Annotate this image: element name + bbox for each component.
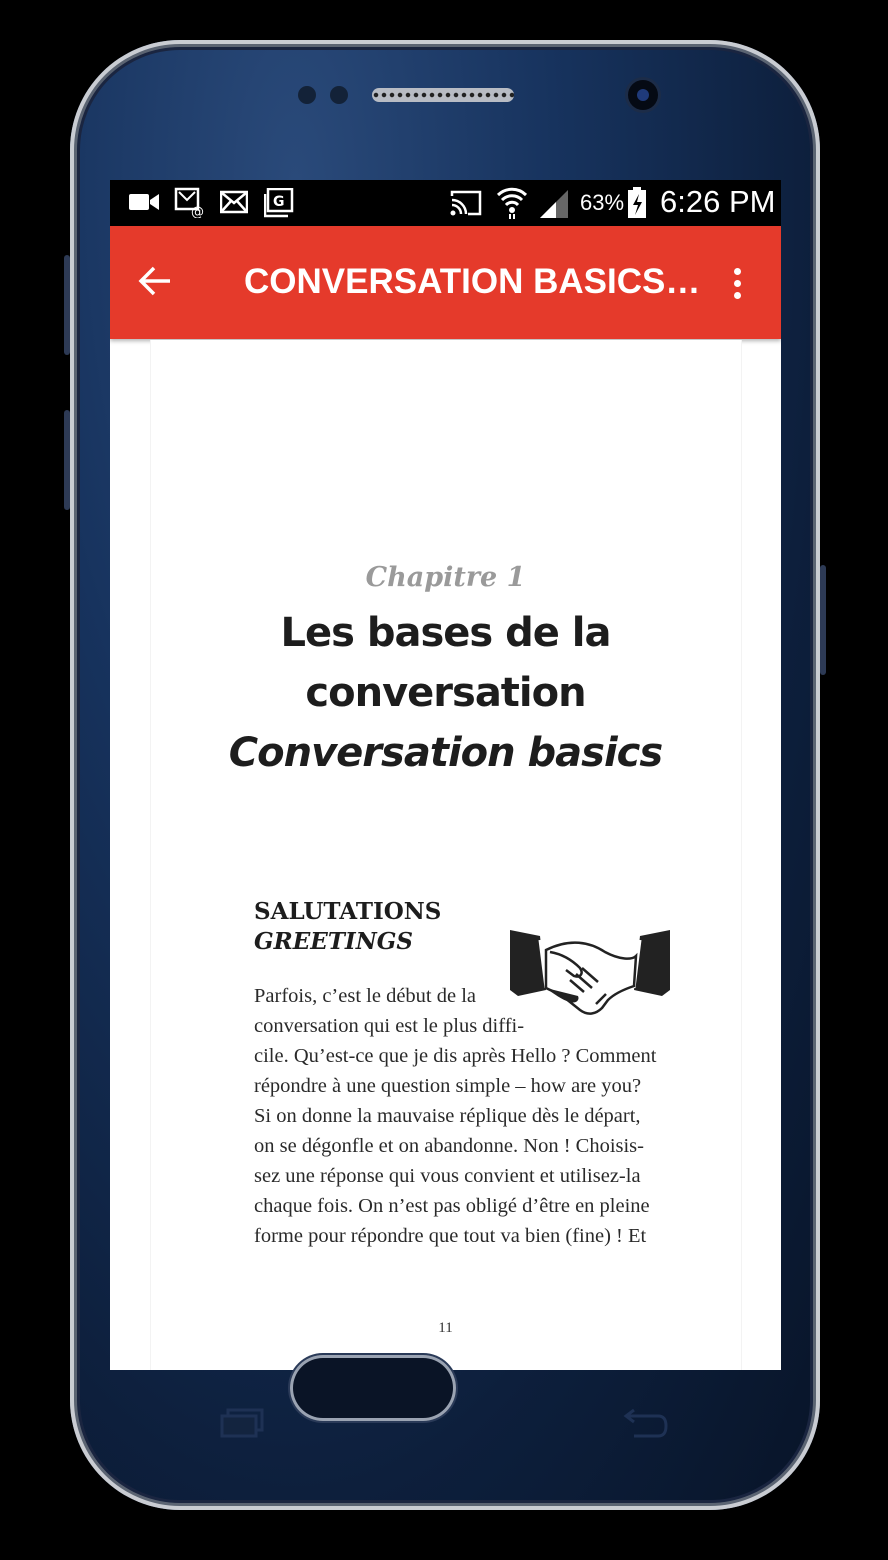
section-subtitle: GREETINGS: [254, 928, 413, 955]
body-line: chaque fois. On n’est pas obligé d’être en pleine: [254, 1195, 650, 1217]
voicemail-icon: [174, 186, 206, 218]
more-options-icon[interactable]: [722, 256, 752, 308]
cast-icon: [450, 190, 482, 216]
page-title: CONVERSATION BASICS…: [244, 262, 701, 301]
screen: [110, 180, 781, 1370]
chapter-label: Chapitre 1: [365, 562, 526, 593]
signal-icon: [538, 186, 570, 220]
body-line: cile. Qu’est-ce que je dis après Hello ? Comment: [254, 1045, 657, 1067]
back-arrow-icon[interactable]: [134, 256, 178, 306]
video-icon: [128, 190, 160, 214]
clock: 6:26 PM: [660, 184, 776, 219]
power-button: [820, 565, 826, 675]
svg-text:@: @: [191, 205, 204, 218]
home-button[interactable]: [290, 1355, 456, 1421]
svg-text:G: G: [273, 194, 285, 210]
body-line: sez une réponse qui vous convient et utilisez-la: [254, 1165, 641, 1187]
body-line: Parfois, c’est le début de la: [254, 985, 477, 1007]
proximity-sensor: [298, 86, 316, 104]
front-camera: [628, 80, 658, 110]
page-number: 11: [438, 1320, 453, 1336]
light-sensor: [330, 86, 348, 104]
recent-apps-icon[interactable]: [220, 1408, 266, 1438]
wifi-icon: [496, 184, 528, 220]
back-key-icon[interactable]: [622, 1408, 668, 1440]
body-line: forme pour répondre que tout va bien (fine) ! Et: [254, 1225, 647, 1247]
body-line: Si on donne la mauvaise réplique dès le départ,: [254, 1105, 641, 1127]
app-bar: [110, 226, 781, 339]
earpiece-speaker: [372, 88, 514, 102]
mail-icon: [220, 190, 248, 214]
body-line: on se dégonfle et on abandonne. Non ! Choisis-: [254, 1135, 644, 1157]
battery-percent: 63%: [580, 190, 625, 215]
chapter-title-line2: conversation: [305, 670, 586, 716]
google-icon: [264, 188, 294, 218]
volume-button-lower: [64, 410, 70, 510]
body-line: conversation qui est le plus diffi-: [254, 1015, 525, 1037]
battery-icon: [626, 186, 648, 220]
chapter-title-english: Conversation basics: [228, 730, 663, 776]
body-line: répondre à une question simple – how are you?: [254, 1075, 642, 1097]
volume-button: [64, 255, 70, 355]
chapter-title-line1: Les bases de la: [280, 610, 611, 656]
section-title: SALUTATIONS: [254, 898, 442, 925]
handshake-icon: [510, 930, 670, 1025]
status-bar: [110, 180, 781, 226]
